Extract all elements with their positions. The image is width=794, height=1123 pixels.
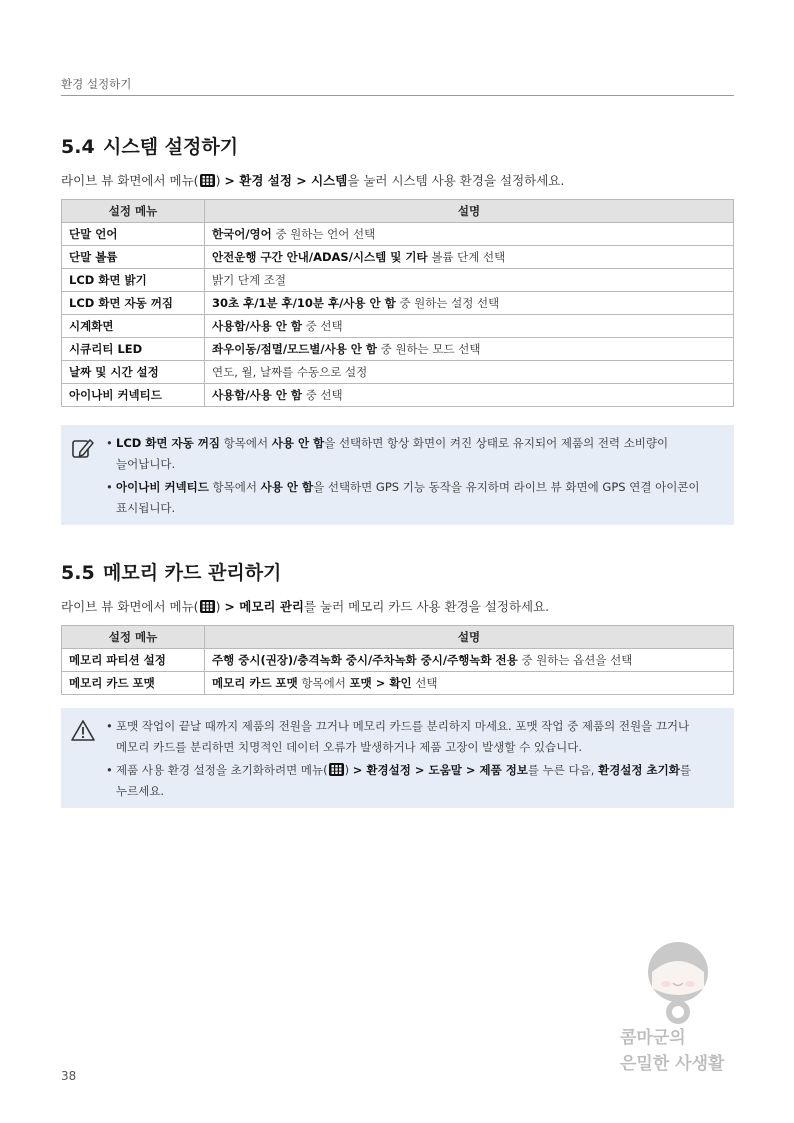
setting-detail: 중 원하는 언어 선택 [271, 227, 376, 241]
table-row [62, 384, 734, 407]
setting-options: 좌우이동/점멸/모드별/사용 안 함 [212, 342, 378, 356]
setting-menu-cell: 아이나비 커넥티드 [62, 384, 205, 407]
setting-menu-cell: 시계화면 [62, 315, 205, 338]
note-box [61, 425, 734, 525]
setting-menu-cell: 단말 언어 [62, 223, 205, 246]
intro-menu-path: > 환경 설정 > 시스템 [224, 173, 348, 188]
note-bold: LCD 화면 자동 꺼짐 [116, 436, 220, 450]
table-row [62, 246, 734, 269]
section-title-text: 메모리 카드 관리하기 [103, 562, 282, 584]
warning-bold: 환경설정 초기화 [598, 763, 680, 777]
setting-description-cell [205, 338, 734, 361]
menu-grid-icon [200, 174, 215, 187]
setting-detail: 중 원하는 모드 선택 [377, 342, 481, 356]
table-header-row [62, 626, 734, 649]
menu-grid-icon [200, 600, 215, 613]
table-row [62, 315, 734, 338]
note-item [106, 433, 722, 475]
setting-options: 안전운행 구간 안내/ADAS/시스템 및 기타 [212, 250, 428, 264]
watermark-line-2: 은밀한 사생활 [620, 1054, 725, 1074]
intro-menu-path: > 메모리 관리 [224, 599, 304, 614]
note-text: 을 선택하면 GPS 기능 동작을 유지하며 라이브 뷰 화면에 GPS 연결 아이콘이 [313, 480, 700, 494]
table-row [62, 223, 734, 246]
setting-detail: 중 선택 [301, 319, 343, 333]
setting-menu-cell: 날짜 및 시간 설정 [62, 361, 205, 384]
setting-options: 한국어/영어 [212, 227, 272, 241]
table-row [62, 338, 734, 361]
menu-grid-icon [329, 763, 344, 776]
setting-description-cell [205, 649, 734, 672]
setting-menu-cell: 단말 볼륨 [62, 246, 205, 269]
section-intro-system [61, 171, 564, 189]
setting-description-cell [205, 384, 734, 407]
setting-options: 30초 후/1분 후/10분 후/사용 안 함 [212, 296, 396, 310]
setting-detail: 볼륨 단계 선택 [427, 250, 506, 264]
table-row [62, 292, 734, 315]
setting-detail: 중 원하는 옵션을 선택 [517, 653, 633, 667]
setting-detail: 중 원하는 설정 선택 [395, 296, 500, 310]
blog-watermark [618, 938, 743, 1078]
setting-description-cell [205, 246, 734, 269]
column-header-description: 설명 [205, 626, 734, 649]
warning-triangle-icon [70, 718, 96, 744]
column-header-menu: 설정 메뉴 [62, 200, 205, 223]
warning-text: 누르세요. [116, 784, 165, 798]
setting-detail: 연도, 월, 날짜를 수동으로 설정 [212, 365, 368, 379]
watermark-line-1: 콤마군의 [620, 1028, 686, 1048]
section-number: 5.4 [61, 136, 95, 158]
warning-text: ) [344, 763, 353, 777]
note-text: 늘어납니다. [116, 457, 176, 471]
warning-item [106, 716, 722, 758]
setting-menu-cell: LCD 화면 자동 꺼짐 [62, 292, 205, 315]
system-settings-table [61, 199, 734, 407]
column-header-description: 설명 [205, 200, 734, 223]
note-bold: 사용 안 함 [260, 480, 314, 494]
warning-list [106, 716, 722, 804]
section-title-memory-card [61, 558, 281, 585]
setting-options: 포맷 > 확인 [349, 676, 412, 690]
setting-options: 주행 중시(권장)/충격녹화 중시/주차녹화 중시/주행녹화 전용 [212, 653, 518, 667]
setting-options: 메모리 카드 포맷 [212, 676, 298, 690]
intro-text: 라이브 뷰 화면에서 메뉴( [61, 173, 199, 188]
setting-detail: 중 선택 [301, 388, 343, 402]
section-number: 5.5 [61, 562, 95, 584]
warning-text: 제품 사용 환경 설정을 초기화하려면 메뉴( [116, 763, 328, 777]
note-bold: 사용 안 함 [271, 436, 325, 450]
section-intro-memory [61, 597, 549, 615]
intro-text: 라이브 뷰 화면에서 메뉴( [61, 599, 199, 614]
setting-menu-cell: LCD 화면 밝기 [62, 269, 205, 292]
intro-text: 를 눌러 메모리 카드 사용 환경을 설정하세요. [303, 599, 550, 614]
setting-menu-cell: 메모리 파티션 설정 [62, 649, 205, 672]
note-text: 항목에서 [208, 480, 261, 494]
setting-description-cell [205, 223, 734, 246]
table-row [62, 361, 734, 384]
page-number: 38 [61, 1069, 77, 1083]
intro-text: ) [215, 173, 225, 188]
setting-description-cell [205, 292, 734, 315]
setting-description-cell [205, 672, 734, 695]
note-item [106, 477, 722, 519]
warning-text: 메모리 카드를 분리하면 치명적인 데이터 오류가 발생하거나 제품 고장이 발생할 수 있습니다. [116, 740, 583, 754]
note-text: 을 선택하면 항상 화면이 켜진 상태로 유지되어 제품의 전력 소비량이 [324, 436, 669, 450]
setting-menu-cell: 메모리 카드 포맷 [62, 672, 205, 695]
note-bold: 아이나비 커넥티드 [116, 480, 209, 494]
table-row [62, 649, 734, 672]
setting-detail: 항목에서 [297, 676, 350, 690]
section-title-system-settings [61, 132, 238, 159]
setting-options: 사용함/사용 안 함 [212, 319, 302, 333]
memory-settings-table [61, 625, 734, 695]
section-title-text: 시스템 설정하기 [103, 136, 239, 158]
table-row [62, 269, 734, 292]
setting-detail: 선택 [411, 676, 438, 690]
running-header: 환경 설정하기 [61, 77, 132, 91]
setting-description-cell [205, 361, 734, 384]
memo-pencil-icon [70, 435, 96, 461]
intro-text: 을 눌러 시스템 사용 환경을 설정하세요. [347, 173, 565, 188]
table-row [62, 672, 734, 695]
warning-text: 를 누른 다음, [527, 763, 599, 777]
note-list [106, 433, 722, 521]
setting-options: 사용함/사용 안 함 [212, 388, 302, 402]
note-text: 표시됩니다. [116, 501, 176, 515]
mascot-icon [648, 942, 708, 1024]
warning-item [106, 760, 722, 802]
setting-menu-cell: 시큐리티 LED [62, 338, 205, 361]
setting-description-cell [205, 315, 734, 338]
warning-box [61, 708, 734, 808]
intro-text: ) [215, 599, 225, 614]
setting-detail: 밝기 단계 조절 [212, 273, 286, 287]
warning-text: 포맷 작업이 끝날 때까지 제품의 전원을 끄거나 메모리 카드를 분리하지 마세요. 포맷 작업 중 제품의 전원을 끄거나 [116, 719, 690, 733]
warning-text: 를 [679, 763, 691, 777]
warning-bold: > 환경설정 > 도움말 > 제품 정보 [352, 763, 528, 777]
setting-description-cell [205, 269, 734, 292]
header-divider [61, 95, 734, 96]
note-text: 항목에서 [219, 436, 272, 450]
table-header-row [62, 200, 734, 223]
column-header-menu: 설정 메뉴 [62, 626, 205, 649]
